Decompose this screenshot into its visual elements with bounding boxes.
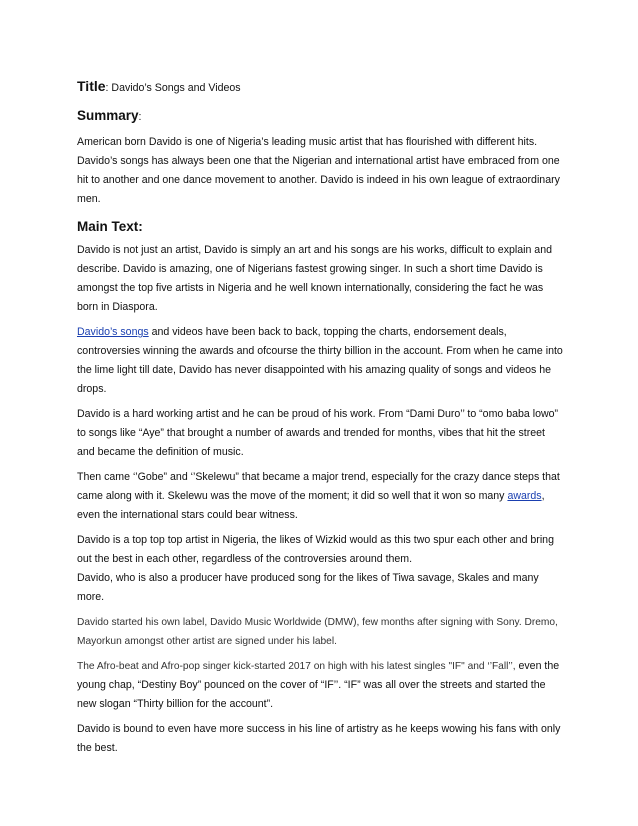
paragraph-4: [77, 468, 565, 525]
paragraph-6: Davido, who is also a producer have produced song for the likes of Tiwa savage, Skales and many more.: [77, 572, 539, 603]
title-line: [77, 77, 565, 98]
paragraph-3: Davido is a hard working artist and he can be proud of his work. From “Dami Duro’’ to “omo baba lowo” to songs like “Aye” that brought a number of awards and trended for months, vibes that hit the street and became the definition of music.: [77, 408, 559, 458]
paragraph-5: Davido is a top top top artist in Nigeria, the likes of Wizkid would as this two spur each other and bring out the best in each other, regardless of the controversies around them.: [77, 534, 554, 565]
paragraph-4-end: , even the international stars could bear witness.: [77, 490, 545, 521]
paragraph-1: Davido is not just an artist, Davido is simply an art and his songs are his works, difficult to explain and describe. Davido is amazing, one of Nigerians fastest growing singer. In such a short time Davido is amongst the top five artists in Nigeria and he well known internationally, considering the fact he was born in Diaspora.: [77, 244, 552, 313]
paragraph-8-rest: even the young chap, “Destiny Boy” pounced on the cover of “IF’’. “IF” was all over the streets and started the new slogan “Thirty billion for the account”.: [77, 660, 560, 710]
main-text-heading: Main Text:: [77, 219, 143, 234]
summary-colon: :: [138, 111, 142, 123]
summary-label: Summary: [77, 108, 139, 123]
title-value: : Davido’s Songs and Videos: [105, 82, 241, 94]
summary-text: American born Davido is one of Nigeria’s leading music artist that has flourished with different hits. Davido’s songs has always been one that the Nigerian and international artist have embraced from one hit to another and one dance movement to another. Davido is indeed in his own league of extraordinary men.: [77, 136, 560, 205]
paragraph-2-text: and videos have been back to back, topping the charts, endorsement deals, controversies winning the awards and ofcourse the thirty billion in the account. From when he came into the lime light till date, Davido has never disappointed with his amazing quality of songs and videos he drops.: [77, 326, 563, 395]
paragraph-4-start: Then came ‘’Gobe” and ‘’Skelewu” that became a major trend, especially for the crazy dance steps that came along with it. Skelewu was the move of the moment; it did so well that it won so many: [77, 471, 560, 502]
davidos-songs-link[interactable]: Davido’s songs: [77, 326, 149, 338]
title-label: Title: [77, 78, 106, 94]
document-body: [77, 66, 565, 764]
paragraph-8: [77, 657, 565, 714]
summary-heading: [77, 106, 565, 127]
awards-link[interactable]: awards: [507, 490, 542, 502]
paragraph-2: [77, 323, 565, 399]
paragraph-9: Davido is bound to even have more success in his line of artistry as he keeps wowing his fans with only the best.: [77, 723, 561, 754]
paragraph-7: Davido started his own label, Davido Music Worldwide (DMW), few months after signing with Sony. Dremo, Mayorkun amongst other artist are signed under his label.: [77, 617, 558, 647]
paragraph-8-start: The Afro-beat and Afro-pop singer kick-started 2017 on high with his latest singles "IF" and ‘’Fall’’,: [77, 661, 516, 672]
